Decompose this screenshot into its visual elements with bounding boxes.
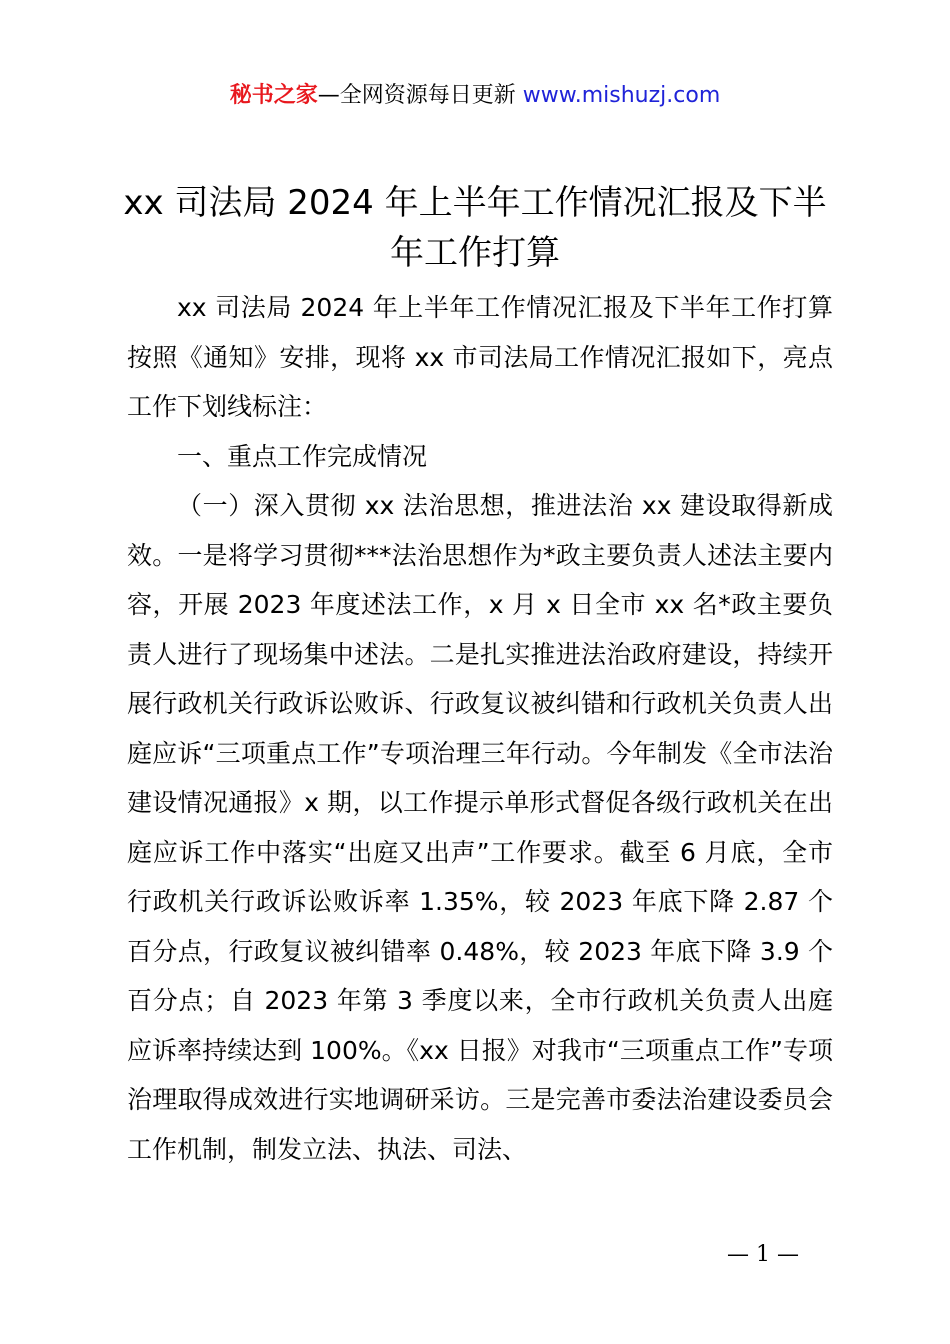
intro-paragraph: xx 司法局 2024 年上半年工作情况汇报及下半年工作打算按照《通知》安排，现将 xx 市司法局工作情况汇报如下，亮点工作下划线标注： bbox=[127, 293, 833, 421]
document-title: xx 司法局 2024 年上半年工作情况汇报及下半年工作打算 bbox=[123, 183, 827, 273]
site-brand: 秘书之家 bbox=[229, 83, 318, 108]
document-body bbox=[127, 283, 833, 1174]
section-heading: 一、重点工作完成情况 bbox=[177, 441, 428, 471]
body-paragraph: （一）深入贯彻 xx 法治思想，推进法治 xx 建设取得新成效。一是将学习贯彻***法治思想作为*政主要负责人述法主要内容，开展 2023 年度述法工作，x 月 x 日全市 xx 名*政主要负责人进行了现场集中述法。二是扎实推进法治政府建设，持续开展行政机关行政诉讼败诉、行政复议被纠错和行政机关负责人出庭应诉“三项重点工作”专项治理三年行动。今年制发《全市法治建设情况通报》x 期，以工作提示单形式督促各级行政机关在出庭应诉工作中落实“出庭又出声”工作要求。截至 6 月底，全市行政机关行政诉讼败诉率 1.35%，较 2023 年底下降 2.87 个百分点，行政复议被纠错率 0.48%，较 2023 年底下降 3.9 个百分点；自 2023 年第 3 季度以来，全市行政机关负责人出庭应诉率持续达到 100%。《xx 日报》对我市“三项重点工作”专项治理取得成效进行实地调研采访。三是完善市委法治建设委员会工作机制，制发立法、执法、司法、 bbox=[127, 491, 833, 1164]
page-number: — 1 — bbox=[727, 1242, 799, 1267]
site-tagline: —全网资源每日更新 bbox=[317, 83, 523, 108]
site-url-link[interactable]: www.mishuzj.com bbox=[522, 83, 721, 108]
site-banner bbox=[0, 80, 950, 112]
